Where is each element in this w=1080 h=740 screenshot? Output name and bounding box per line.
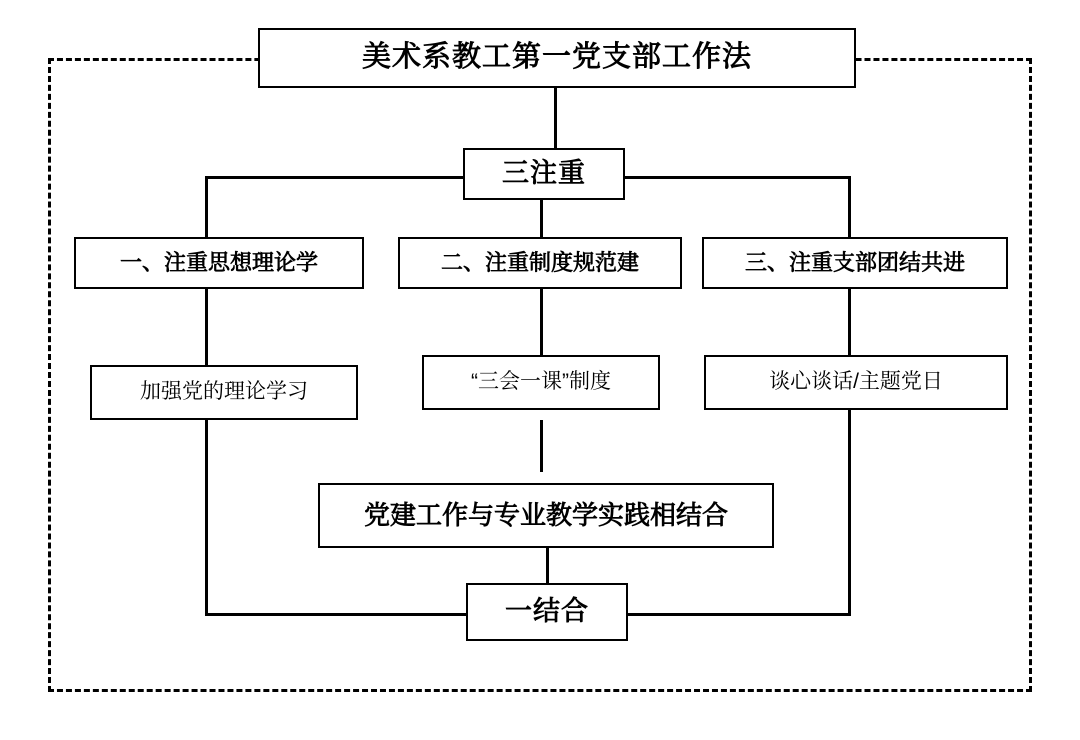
connector-to-branch-1 [205, 176, 208, 237]
connector-bottom-rail-right [628, 613, 851, 616]
connector-leaf3-to-bottom-rail [848, 410, 851, 613]
branch-node-3 [702, 237, 1008, 289]
branch-node-2 [398, 237, 682, 289]
connector-branch1-to-leaf1 [205, 289, 208, 365]
diagram-title-label: 美术系教工第一党支部工作法 [361, 41, 752, 74]
hub-node-bottom [466, 583, 628, 641]
connector-leaf2-to-combined [540, 420, 543, 472]
branch-2-label: 二、注重制度规范建 [440, 250, 639, 276]
connector-title-to-hub [554, 88, 557, 154]
hub-bottom-label: 一结合 [505, 596, 589, 627]
branch-3-label: 三、注重支部团结共进 [744, 250, 965, 276]
combined-label: 党建工作与专业教学实践相结合 [363, 499, 728, 530]
connector-to-branch-2 [540, 200, 543, 237]
leaf-2-label: “三会一课”制度 [471, 370, 611, 394]
leaf-1-label: 加强党的理论学习 [140, 380, 308, 404]
connector-branch2-to-leaf2 [540, 289, 543, 355]
connector-leaf1-to-bottom-rail [205, 420, 208, 613]
hub-top-label: 三注重 [502, 158, 586, 189]
connector-to-branch-3 [848, 176, 851, 237]
connector-combined-to-bottom-hub [546, 548, 549, 583]
connector-hub-right-bar [625, 176, 851, 179]
leaf-node-3 [704, 355, 1008, 410]
leaf-node-2 [422, 355, 660, 410]
hub-node-top [463, 148, 625, 200]
diagram-title-box [258, 28, 856, 88]
combined-node [318, 483, 774, 548]
connector-branch3-to-leaf3 [848, 289, 851, 355]
leaf-3-label: 谈心谈话/主题党日 [769, 370, 943, 394]
branch-node-1 [74, 237, 364, 289]
connector-bottom-rail-left [205, 613, 468, 616]
branch-1-label: 一、注重思想理论学 [119, 250, 318, 276]
leaf-node-1 [90, 365, 358, 420]
